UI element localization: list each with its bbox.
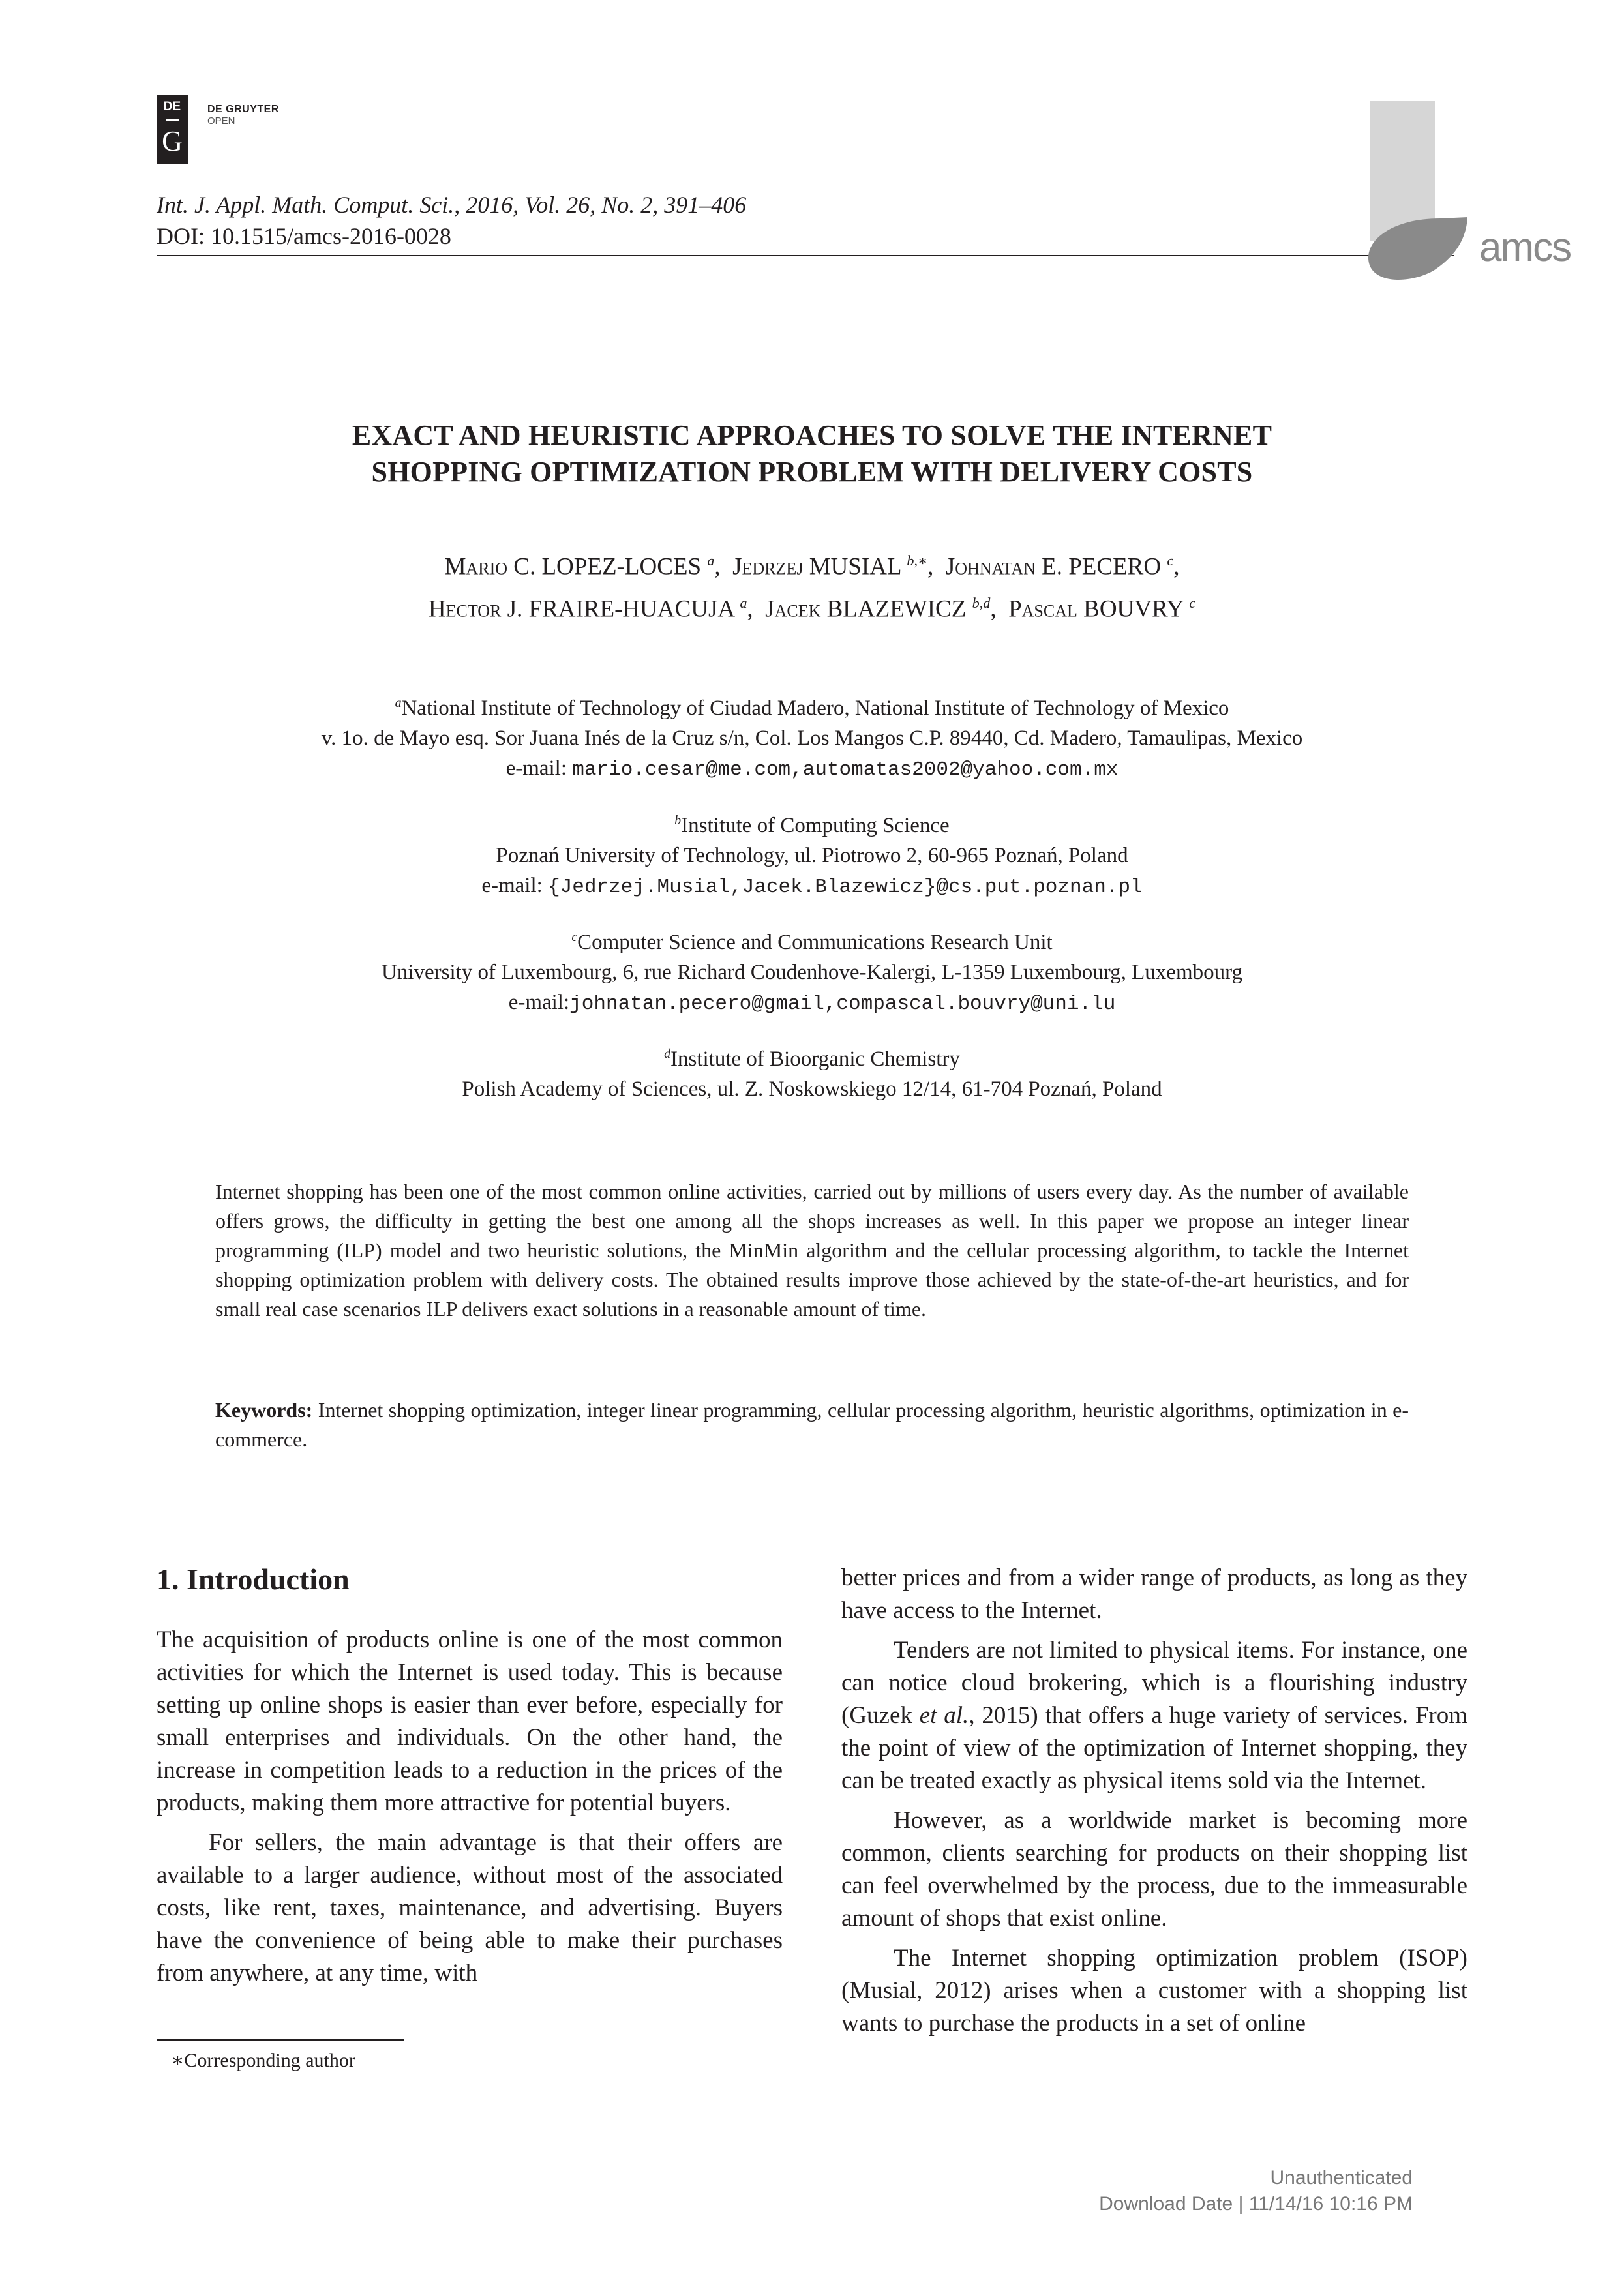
author-affiliation-mark: b,d — [972, 595, 991, 612]
affiliation-address: University of Luxembourg, 6, rue Richard Coudenhove-Kalergi, L-1359 Luxembourg, Luxembourg — [381, 961, 1243, 984]
affiliation-name — [157, 922, 1467, 957]
email-label: e-mail: — [505, 756, 573, 780]
author-line-2: Hector J. FRAIRE-HUACUJA $^a$, Jacek BLAZEWICZ $^{b,d}$, Pascal BOUVRY $^c$ — [428, 595, 1196, 623]
title-line-2: SHOPPING OPTIMIZATION PROBLEM WITH DELIVERY COSTS — [371, 456, 1253, 488]
author-first-name: Jedrzej — [732, 553, 804, 580]
affiliation-line: Computer Science and Communications Research Unit — [577, 931, 1053, 954]
paragraph: The acquisition of products online is one of the most common activities for which the Internet is used today. This is because setting up online shops is easier than ever before, especially for small enterprises and individuals. On the other hand, the increase in competition leads to a reduction in the prices of the products, making them more attractive for potential buyers. — [157, 1626, 783, 1816]
author-affiliation-mark: a — [740, 595, 747, 612]
email-label: e-mail: — [481, 874, 549, 897]
left-column — [157, 1624, 783, 1990]
affiliation-name — [157, 688, 1467, 723]
right-column — [841, 1562, 1467, 2040]
affiliation-email — [157, 871, 1467, 903]
affiliation-d — [157, 1039, 1467, 1104]
email-label: e-mail: — [508, 991, 570, 1014]
footnote: ∗Corresponding author — [171, 2050, 355, 2071]
title-line-1: EXACT AND HEURISTIC APPROACHES TO SOLVE THE INTERNET — [352, 419, 1272, 451]
affiliation-address: Polish Academy of Sciences, ul. Z. Noskowskiego 12/14, 61-704 Poznań, Poland — [462, 1077, 1162, 1101]
paragraph-text: , 2015) that offers a huge variety of services. From the point of view of the optimization of Internet shopping, they can be treated exactly as physical items sold via the Internet. — [841, 1702, 1468, 1794]
section-heading: 1. Introduction — [157, 1563, 350, 1596]
affiliation-line: National Institute of Technology of Ciudad Madero, National Institute of Technology of Mexico — [401, 696, 1229, 720]
affiliation-email — [157, 753, 1467, 785]
affiliation-line: Institute of Bioorganic Chemistry — [670, 1047, 960, 1071]
amcs-logo-text: amcs — [1479, 225, 1571, 270]
header-rule — [157, 255, 1454, 256]
author-list — [157, 543, 1467, 628]
author-first-name: Pascal — [1008, 595, 1077, 623]
logo-divider — [166, 119, 179, 121]
author-affiliation-mark: c — [1189, 595, 1196, 612]
footnote-rule — [157, 2039, 404, 2041]
affiliation-address: Poznań University of Technology, ul. Piotrowo 2, 60-965 Poznań, Poland — [496, 844, 1128, 867]
author-first-name: Hector J. — [428, 595, 523, 623]
paragraph: For sellers, the main advantage is that their offers are available to a larger audience, without most of the associated costs, like rent, taxes, maintenance, and advertising. Buyers have the convenience of being able to make their purchases from anywhere, at any time, with — [157, 1829, 783, 1986]
keywords-text: Internet shopping optimization, integer linear programming, cellular processing algorithm, heuristic algorithms, optimization in e-commerce. — [215, 1398, 1409, 1451]
publisher-name-line: DE GRUYTER — [207, 104, 279, 115]
affiliation-mark: d — [664, 1047, 670, 1061]
author-first-name: Mario C. — [444, 553, 536, 580]
keywords — [215, 1396, 1409, 1454]
doi: DOI: 10.1515/amcs-2016-0028 — [157, 223, 451, 249]
paragraph: However, as a worldwide market is becoming more common, clients searching for products on their shopping list can feel overwhelmed by the process, due to the immeasurable amount of shops that exist online. — [841, 1807, 1467, 1932]
affiliation-name — [157, 805, 1467, 841]
amcs-logo — [1368, 101, 1587, 287]
affiliation-line: Institute of Computing Science — [681, 814, 950, 837]
citation-etal: et al. — [919, 1702, 969, 1729]
author-first-name: Jacek — [765, 595, 821, 623]
email-link[interactable]: mario.cesar@me.com,automatas2002@yahoo.com.mx — [572, 758, 1119, 781]
email-link[interactable]: johnatan.pecero@gmail,compascal.bouvry@uni.lu — [569, 993, 1116, 1015]
email-link[interactable]: {Jedrzej.Musial,Jacek.Blazewicz}@cs.put.poznan.pl — [548, 876, 1143, 899]
stamp-line-2: Download Date | 11/14/16 10:16 PM — [1099, 2193, 1413, 2215]
publisher-name — [207, 104, 279, 126]
keywords-label: Keywords: — [215, 1398, 313, 1422]
affiliation-mark: b — [674, 813, 682, 828]
paragraph-text: Tenders are not limited to physical items. For instance, one can notice cloud brokering, which is a flourishing industry (Guzek — [841, 1637, 1467, 1729]
affiliation-b — [157, 805, 1467, 903]
author-last-name: BOUVRY — [1083, 595, 1183, 623]
author-line-1: Mario C. LOPEZ-LOCES $^a$, Jedrzej MUSIAL $^{b,∗}$, Johnatan E. PECERO $^c$, — [444, 552, 1180, 580]
author-last-name: FRAIRE-HUACUJA — [528, 595, 734, 623]
stamp-line-1: Unauthenticated — [1270, 2167, 1413, 2189]
paragraph — [841, 1634, 1467, 1797]
author-first-name: Johnatan E. — [945, 553, 1062, 580]
publisher-logo — [157, 95, 188, 164]
affiliation-mark: a — [395, 696, 402, 710]
publisher-sub-line: OPEN — [207, 115, 235, 127]
logo-top-text: DE — [163, 100, 181, 113]
author-last-name: LOPEZ-LOCES — [541, 553, 702, 580]
affiliation-name — [157, 1039, 1467, 1074]
affiliation-mark: c — [571, 930, 578, 944]
author-last-name: BLAZEWICZ — [826, 595, 967, 623]
affiliation-email — [157, 987, 1467, 1019]
download-stamp — [978, 2165, 1413, 2217]
paragraph: The Internet shopping optimization problem (ISOP) (Musial, 2012) arises when a customer with a shopping list wants to purchase the products in a set of online — [841, 1945, 1467, 2037]
author-last-name: PECERO — [1068, 553, 1162, 580]
affiliation-a — [157, 688, 1467, 785]
logo-bottom-text: G — [162, 125, 183, 157]
journal-citation: Int. J. Appl. Math. Comput. Sci., 2016, Vol. 26, No. 2, 391–406 — [157, 192, 747, 218]
author-last-name: MUSIAL — [809, 553, 901, 580]
author-affiliation-mark: c — [1167, 552, 1174, 569]
author-affiliation-mark: b,∗ — [907, 552, 928, 569]
affiliation-c — [157, 922, 1467, 1019]
affiliation-address: v. 1o. de Mayo esq. Sor Juana Inés de la Cruz s/n, Col. Los Mangos C.P. 89440, Cd. Madero, Tamaulipas, Mexico — [321, 726, 1303, 750]
paragraph: better prices and from a wider range of products, as long as they have access to the Internet. — [841, 1564, 1467, 1624]
author-affiliation-mark: a — [707, 552, 715, 569]
abstract: Internet shopping has been one of the most common online activities, carried out by millions of users every day. As the number of available offers grows, the difficulty in getting the best one among all the shops increases as well. In this paper we propose an integer linear programming (ILP) model and two heuristic solutions, the MinMin algorithm and the cellular processing algorithm, to tackle the Internet shopping optimization problem with delivery costs. The obtained results improve those achieved by the state-of-the-art heuristics, and for small real case scenarios ILP delivers exact solutions in a reasonable amount of time. — [215, 1180, 1409, 1321]
paper-title — [157, 417, 1467, 490]
